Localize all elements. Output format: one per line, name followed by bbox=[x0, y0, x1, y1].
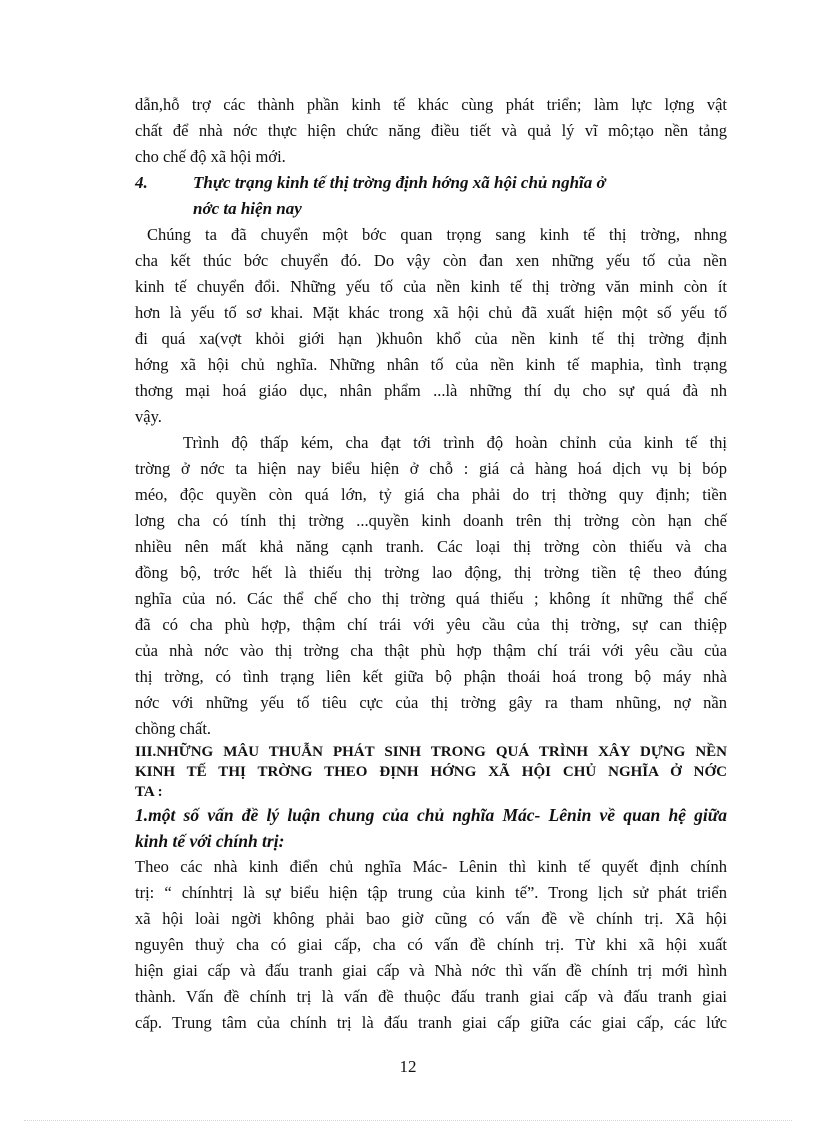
heading-text: Thực trạng kinh tế thị trờng định hớng xã hội chủ nghĩa ở bbox=[193, 173, 606, 192]
text-line: nguyên thuỷ cha có giai cấp, cha có vấn đề chính trị. Từ khi xã hội xuất bbox=[135, 935, 727, 954]
text-line: cấp. Trung tâm của chính trị là đấu tranh giai cấp giữa các giai cấp, các lức bbox=[135, 1013, 727, 1032]
paragraph-current-state bbox=[135, 222, 727, 430]
heading-number: 4. bbox=[135, 173, 148, 192]
text-line: nhiều nên mất khả năng cạnh tranh. Các loại thị trờng còn thiếu và cha bbox=[135, 537, 727, 556]
text-line: kinh tế chuyển đổi. Những yếu tố của nền kinh tế thị trờng văn minh còn ít bbox=[135, 277, 727, 296]
paragraph-intro bbox=[135, 92, 727, 170]
text-line: vậy. bbox=[135, 407, 162, 426]
text-line: đi quá xa(vợt khỏi giới hạn )khuôn khổ của nền kinh tế thị trờng định bbox=[135, 329, 727, 348]
text-line: nghĩa của nó. Các thể chế cho thị trờng quá thiếu ; không ít những thể chế bbox=[135, 589, 727, 608]
text-line: thành. Vấn đề chính trị là vấn đề thuộc đấu tranh giai cấp và đấu tranh giai bbox=[135, 987, 727, 1006]
text-line: Theo các nhà kinh điển chủ nghĩa Mác- Lênin thì kinh tế quyết định chính bbox=[135, 857, 727, 876]
text-line: hớng xã hội chủ nghĩa. Những nhân tố của nền kinh tế maphia, tình trạng bbox=[135, 355, 727, 374]
text-line: thơng mại hoá giáo dục, nhân phẩm ...là những thí dụ cho sự quá đà nh bbox=[135, 381, 727, 400]
heading-line: TA : bbox=[135, 784, 163, 800]
heading-line: nớc ta hiện nay bbox=[193, 199, 302, 218]
heading-line bbox=[135, 170, 727, 196]
text-line: Chúng ta đã chuyển một bớc quan trọng sang kinh tế thị trờng, nhng bbox=[147, 225, 727, 244]
paragraph-marx-lenin bbox=[135, 854, 727, 1036]
paragraph-low-development bbox=[135, 430, 727, 742]
subsection-heading-1 bbox=[135, 802, 727, 854]
text-line: dẫn,hỗ trợ các thành phần kinh tế khác cùng phát triển; làm lực lợng vật bbox=[135, 95, 727, 114]
page-number: 12 bbox=[399, 1057, 417, 1076]
text-line: chồng chất. bbox=[135, 719, 212, 738]
text-line: đồng bộ, trớc hết là thiếu thị trờng lao động, thị trờng tiền tệ theo đúng bbox=[135, 563, 727, 582]
text-line: của nhà nớc vào thị trờng cha thật phù hợp thậm chí trái với yêu cầu của bbox=[135, 641, 727, 660]
section-heading-4 bbox=[135, 170, 727, 222]
text-line: hiện giai cấp và đấu tranh giai cấp và Nhà nớc thì vấn đề chính trị mới hình bbox=[135, 961, 727, 980]
text-line: cha kết thúc bớc chuyển đó. Do vậy còn đan xen những yếu tố của nền bbox=[135, 251, 727, 270]
text-line: trị: “ chínhtrị là sự biểu hiện tập trung của kinh tế”. Trong lịch sử phát triển bbox=[135, 883, 727, 902]
heading-line: 1.một số vấn đề lý luận chung của chủ nghĩa Mác- Lênin về quan hệ giữa bbox=[135, 805, 727, 825]
section-heading-3 bbox=[135, 742, 727, 802]
text-line: đã có cha phù hợp, thậm chí trái với yêu cầu của thị trờng, sự can thiệp bbox=[135, 615, 727, 634]
heading-line: KINH TẾ THỊ TRỜNG THEO ĐỊNH HỚNG XÃ HỘI CHỦ NGHĨA Ở NỚC bbox=[135, 764, 727, 780]
body-text bbox=[135, 92, 727, 1036]
text-line: xã hội loài ngời không phải bao giờ cũng có vấn đề về chính trị. Xã hội bbox=[135, 909, 727, 928]
text-line: lơng cha có tính thị trờng ...quyền kinh doanh trên thị trờng còn hạn chế bbox=[135, 511, 727, 530]
text-line: méo, độc quyền còn quá lớn, tỷ giá cha phải do trị thờng quy định; tiền bbox=[135, 485, 727, 504]
text-line: trờng ở nớc ta hiện nay biểu hiện ở chỗ : giá cả hàng hoá dịch vụ bị bóp bbox=[135, 459, 727, 478]
text-line: Trình độ thấp kém, cha đạt tới trình độ hoàn chỉnh của kinh tế thị bbox=[183, 433, 727, 452]
text-line: hơn là yếu tố sơ khai. Mặt khác trong xã hội chủ đã xuất hiện một số yếu tố bbox=[135, 303, 727, 322]
heading-line: III.NHỮNG MÂU THUẪN PHÁT SINH TRONG QUÁ TRÌNH XÂY DỰNG NỀN bbox=[135, 744, 727, 760]
text-line: cho chế độ xã hội mới. bbox=[135, 147, 286, 166]
text-line: chất để nhà nớc thực hiện chức năng điều tiết và quả lý vĩ mô;tạo nền tảng bbox=[135, 121, 727, 140]
text-line: thị trờng, có tình trạng liên kết giữa bộ phận thoái hoá trong bộ máy nhà bbox=[135, 667, 727, 686]
text-line: nớc với những yếu tố tiêu cực của thị trờng gây ra tham nhũng, nợ nần bbox=[135, 693, 727, 712]
heading-line: kinh tế với chính trị: bbox=[135, 831, 285, 851]
page-edge-divider bbox=[24, 1120, 792, 1121]
